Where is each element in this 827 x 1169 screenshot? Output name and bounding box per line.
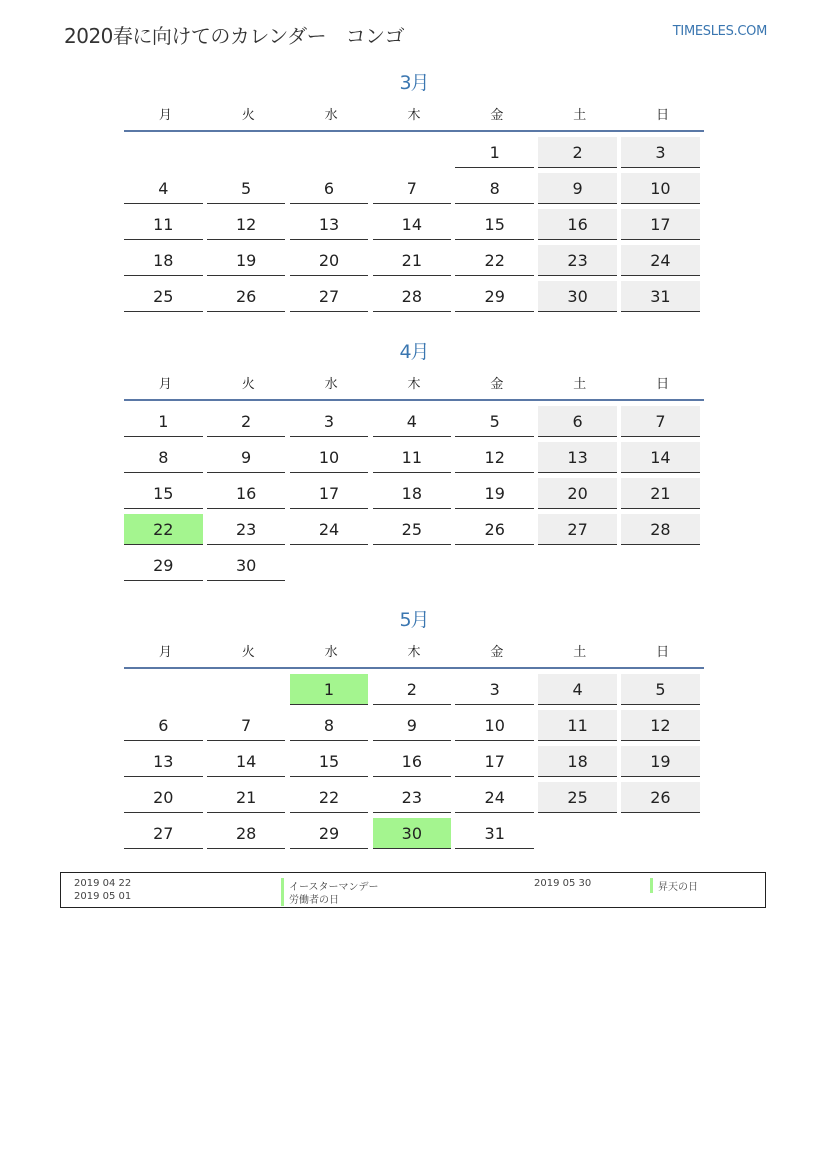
holiday-day-cell: 30 <box>373 818 452 849</box>
weekday-label: 火 <box>241 376 255 392</box>
day-cell: 10 <box>455 710 534 741</box>
day-cell: 3 <box>455 674 534 705</box>
legend-holiday-name: イースターマンデー <box>281 878 379 893</box>
day-cell: 9 <box>207 442 286 473</box>
day-cell: 11 <box>124 209 203 240</box>
empty-day-cell <box>124 674 203 705</box>
week-row <box>124 281 704 317</box>
day-cell: 4 <box>124 173 203 204</box>
day-cell: 11 <box>538 710 617 741</box>
day-cell: 21 <box>373 245 452 276</box>
week-row <box>124 173 704 209</box>
day-cell: 1 <box>124 406 203 437</box>
day-cell: 23 <box>373 782 452 813</box>
week-row <box>124 245 704 281</box>
day-cell: 15 <box>124 478 203 509</box>
day-cell: 17 <box>621 209 700 240</box>
day-cell: 20 <box>124 782 203 813</box>
weekday-label: 日 <box>656 376 670 392</box>
empty-day-cell <box>207 674 286 705</box>
brand-link[interactable]: TIMESLES.COM <box>672 24 767 39</box>
page-title: 2020春に向けてのカレンダー コンゴ <box>64 24 405 48</box>
day-cell: 14 <box>621 442 700 473</box>
day-cell: 17 <box>290 478 369 509</box>
day-cell: 16 <box>373 746 452 777</box>
day-cell: 9 <box>373 710 452 741</box>
day-cell: 8 <box>455 173 534 204</box>
day-cell: 24 <box>621 245 700 276</box>
day-cell: 19 <box>207 245 286 276</box>
day-cell: 12 <box>621 710 700 741</box>
day-cell: 30 <box>538 281 617 312</box>
month-title: 5月 <box>399 609 429 631</box>
day-cell: 7 <box>621 406 700 437</box>
weekday-label: 木 <box>407 376 421 392</box>
weekday-header <box>124 96 704 132</box>
day-cell: 18 <box>538 746 617 777</box>
day-cell: 5 <box>207 173 286 204</box>
day-cell: 4 <box>538 674 617 705</box>
weekday-label: 土 <box>573 644 587 660</box>
holiday-day-cell: 22 <box>124 514 203 545</box>
day-cell: 10 <box>621 173 700 204</box>
day-cell: 25 <box>124 281 203 312</box>
day-cell: 16 <box>538 209 617 240</box>
day-cell: 29 <box>124 550 203 581</box>
day-cell: 26 <box>621 782 700 813</box>
week-row <box>124 209 704 245</box>
weekday-header <box>124 633 704 669</box>
weeks-grid <box>124 674 704 854</box>
day-cell: 28 <box>373 281 452 312</box>
day-cell: 21 <box>207 782 286 813</box>
day-cell: 26 <box>207 281 286 312</box>
day-cell: 27 <box>290 281 369 312</box>
empty-day-cell <box>373 137 452 168</box>
day-cell: 21 <box>621 478 700 509</box>
day-cell: 24 <box>290 514 369 545</box>
empty-day-cell <box>455 550 534 581</box>
weekday-label: 土 <box>573 376 587 392</box>
day-cell: 17 <box>455 746 534 777</box>
weeks-grid <box>124 406 704 586</box>
day-cell: 2 <box>373 674 452 705</box>
empty-day-cell <box>290 137 369 168</box>
holiday-day-cell: 1 <box>290 674 369 705</box>
weekday-label: 木 <box>407 107 421 123</box>
day-cell: 13 <box>538 442 617 473</box>
day-cell: 6 <box>538 406 617 437</box>
day-cell: 27 <box>124 818 203 849</box>
month-block <box>124 607 704 854</box>
weekday-label: 水 <box>324 376 338 392</box>
day-cell: 9 <box>538 173 617 204</box>
week-row <box>124 478 704 514</box>
day-cell: 20 <box>538 478 617 509</box>
weekday-label: 木 <box>407 644 421 660</box>
day-cell: 29 <box>290 818 369 849</box>
legend-holiday-name: 労働者の日 <box>281 891 339 906</box>
day-cell: 23 <box>207 514 286 545</box>
month-block <box>124 339 704 586</box>
legend-date: 2019 05 01 <box>74 891 132 902</box>
day-cell: 7 <box>207 710 286 741</box>
weekday-label: 水 <box>324 644 338 660</box>
day-cell: 18 <box>124 245 203 276</box>
day-cell: 12 <box>207 209 286 240</box>
day-cell: 25 <box>538 782 617 813</box>
day-cell: 15 <box>290 746 369 777</box>
weekday-label: 月 <box>158 644 172 660</box>
weekday-label: 日 <box>656 107 670 123</box>
day-cell: 15 <box>455 209 534 240</box>
weekday-label: 火 <box>241 644 255 660</box>
holiday-legend <box>60 872 766 908</box>
empty-day-cell <box>621 550 700 581</box>
weeks-grid <box>124 137 704 317</box>
day-cell: 11 <box>373 442 452 473</box>
week-row <box>124 674 704 710</box>
day-cell: 14 <box>373 209 452 240</box>
day-cell: 5 <box>621 674 700 705</box>
day-cell: 23 <box>538 245 617 276</box>
day-cell: 19 <box>621 746 700 777</box>
empty-day-cell <box>373 550 452 581</box>
week-row <box>124 782 704 818</box>
day-cell: 19 <box>455 478 534 509</box>
day-cell: 22 <box>290 782 369 813</box>
month-title: 3月 <box>399 72 429 94</box>
empty-day-cell <box>538 550 617 581</box>
week-row <box>124 550 704 586</box>
day-cell: 31 <box>621 281 700 312</box>
day-cell: 26 <box>455 514 534 545</box>
day-cell: 8 <box>124 442 203 473</box>
day-cell: 2 <box>207 406 286 437</box>
day-cell: 13 <box>290 209 369 240</box>
week-row <box>124 442 704 478</box>
legend-holiday-name: 昇天の日 <box>650 878 698 893</box>
day-cell: 3 <box>290 406 369 437</box>
weekday-label: 火 <box>241 107 255 123</box>
day-cell: 6 <box>124 710 203 741</box>
week-row <box>124 818 704 854</box>
day-cell: 20 <box>290 245 369 276</box>
day-cell: 4 <box>373 406 452 437</box>
month-title: 4月 <box>399 341 429 363</box>
day-cell: 3 <box>621 137 700 168</box>
day-cell: 28 <box>621 514 700 545</box>
day-cell: 14 <box>207 746 286 777</box>
day-cell: 22 <box>455 245 534 276</box>
day-cell: 29 <box>455 281 534 312</box>
week-row <box>124 710 704 746</box>
day-cell: 30 <box>207 550 286 581</box>
day-cell: 10 <box>290 442 369 473</box>
empty-day-cell <box>621 818 700 849</box>
empty-day-cell <box>290 550 369 581</box>
weekday-label: 金 <box>490 644 504 660</box>
weekday-label: 月 <box>158 107 172 123</box>
weekday-header <box>124 365 704 401</box>
weekday-label: 金 <box>490 376 504 392</box>
day-cell: 1 <box>455 137 534 168</box>
day-cell: 12 <box>455 442 534 473</box>
empty-day-cell <box>538 818 617 849</box>
weekday-label: 土 <box>573 107 587 123</box>
weekday-label: 日 <box>656 644 670 660</box>
day-cell: 2 <box>538 137 617 168</box>
empty-day-cell <box>124 137 203 168</box>
week-row <box>124 137 704 173</box>
legend-date: 2019 05 30 <box>534 878 592 889</box>
day-cell: 5 <box>455 406 534 437</box>
week-row <box>124 746 704 782</box>
week-row <box>124 514 704 550</box>
day-cell: 7 <box>373 173 452 204</box>
day-cell: 8 <box>290 710 369 741</box>
day-cell: 27 <box>538 514 617 545</box>
day-cell: 13 <box>124 746 203 777</box>
day-cell: 16 <box>207 478 286 509</box>
weekday-label: 水 <box>324 107 338 123</box>
legend-date: 2019 04 22 <box>74 878 132 889</box>
day-cell: 25 <box>373 514 452 545</box>
weekday-label: 金 <box>490 107 504 123</box>
weekday-label: 月 <box>158 376 172 392</box>
day-cell: 18 <box>373 478 452 509</box>
day-cell: 28 <box>207 818 286 849</box>
month-block <box>124 70 704 317</box>
week-row <box>124 406 704 442</box>
day-cell: 31 <box>455 818 534 849</box>
empty-day-cell <box>207 137 286 168</box>
day-cell: 6 <box>290 173 369 204</box>
day-cell: 24 <box>455 782 534 813</box>
